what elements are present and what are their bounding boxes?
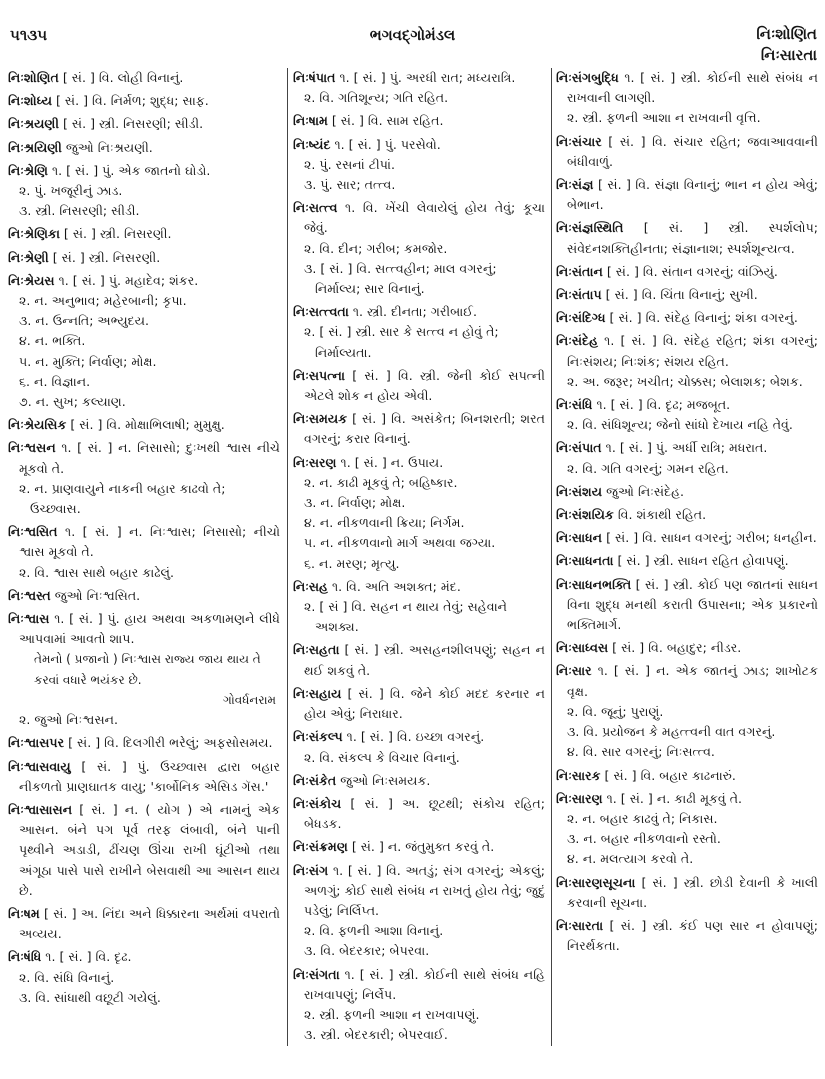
entry-definition-text: જુઓ નિઃશ્રયણી. — [61, 139, 153, 155]
dictionary-entry — [293, 302, 545, 363]
entry-definition — [8, 757, 280, 797]
dictionary-entry — [293, 111, 545, 131]
entry-sense: ૩. ન. બહાર નીકળવાનો રસ્તો. — [567, 831, 721, 847]
entry-definition — [556, 285, 818, 305]
entry-sense: ૫. ન. મુક્તિ; નિર્વાણ; મોક્ષ. — [19, 353, 157, 369]
entry-definition-text: [ સં. ] પું. ઉચ્છ્વાસ દ્વારા બહાર નીકળતો પ્રાણઘાતક વાયુ; 'કાર્બોનિક એસિડ ગૅસ.' — [19, 758, 280, 794]
entry-definition — [293, 135, 545, 155]
entry-definition — [556, 505, 818, 525]
entry-sense: ૨. વિ. દીન; ગરીબ; કમજોર. — [304, 240, 448, 256]
dictionary-entry — [293, 68, 545, 108]
entry-definition-text: [ સં. ] સ્ત્રી. અસહનશીલપણું; સહન ન થઈ શકવું તે. — [304, 642, 545, 678]
dictionary-entry — [293, 837, 545, 857]
entry-definition — [8, 138, 280, 158]
dictionary-entry — [556, 438, 818, 478]
entry-definition-text: [ સં. ] સ્ત્રી. કોઈ પણ જાતનાં સાધન વિના શુદ્ધ મનથી કરાતી ઉપાસના; એક પ્રકારનો ભક્તિમાર્ગ. — [567, 576, 818, 633]
entry-definition-text: ૧. [ સં. ] ન. ઉપાય. — [336, 454, 444, 470]
entry-definition-text: [ સં. ] વિ. ચિંતા વિનાનું; સુખી. — [601, 287, 758, 303]
entry-headword: નિઃશ્વાસવાયુ — [8, 758, 71, 774]
entry-definition — [8, 733, 280, 753]
entry-definition — [556, 395, 818, 415]
dictionary-entry — [8, 114, 280, 134]
entry-definition — [293, 453, 545, 473]
dictionary-entry — [556, 528, 818, 548]
entry-definition-text: ૧. [ સં. ] ન. નિઃશ્વાસ; નિસાસો; નીચો શ્વાસ મૂકવો તે. — [19, 524, 280, 560]
entry-sense: ૪. વિ. સાર વગરનું; નિઃસત્ત્વ. — [567, 744, 715, 760]
entry-headword: નિઃસમયક — [293, 411, 348, 427]
entry-sense: ૩. વિ. બેદરકાર; બેપરવા. — [304, 943, 430, 959]
entry-definition — [8, 114, 280, 134]
dictionary-entry — [556, 766, 818, 786]
entry-sense: ૭. ન. સુખ; કલ્યાણ. — [19, 394, 126, 410]
dictionary-entry — [293, 366, 545, 406]
entry-sense: ૪. ન. નીકળવાની ક્રિયા; નિર્ગમ. — [304, 515, 465, 531]
entry-headword: નિઃષ્યંદ — [293, 136, 331, 152]
entry-sense: ૨. વિ. ગતિ વગરનું; ગમન રહિત. — [567, 460, 729, 476]
entry-sense: ૨. જુઓ નિઃશ્વસન. — [19, 712, 119, 728]
entry-definition-text: [ સં. ] વિ. સંચાર રહિત; જવાઆવવાની બંધીવાળું. — [567, 133, 818, 169]
entry-headword: નિઃષમ — [8, 905, 40, 921]
entry-definition — [556, 916, 818, 956]
entry-headword: નિઃષંધિ — [8, 949, 42, 965]
entry-definition-text: ૧. [ સં. ] પું. અરધી રાત; મધ્યરાત્રિ. — [335, 70, 516, 85]
entry-definition — [8, 91, 280, 111]
dictionary-entry — [556, 916, 818, 956]
entry-sense: ૨. [ સં ] વિ. સહન ન થાય તેવું; સહેવાને અશક્ય. — [304, 599, 508, 635]
entry-definition — [8, 161, 280, 181]
entry-sense: ૨. વિ. સંધિ વિનાનું. — [19, 969, 115, 985]
entry-sense: ૨. ન. અનુભાવ; મહેરબાની; કૃપા. — [19, 293, 187, 309]
guide-words — [756, 24, 817, 66]
entry-definition-text: વિ. શંકાથી રહિત. — [613, 507, 707, 523]
quote-author: ગોવર્ધનરામ — [223, 692, 276, 707]
entry-definition — [556, 482, 818, 502]
dictionary-entry — [293, 577, 545, 638]
entry-definition — [8, 248, 280, 268]
entry-definition-text: [ સં. ] અ. છૂટથી; સંકોચ રહિત; બેધડક. — [304, 795, 545, 832]
entry-sense: ૬. ન. મરણ; મૃત્યુ. — [304, 555, 400, 571]
entry-definition-text: [ સં. ] સ્ત્રી. સાધન રહિત હોવાપણું. — [613, 553, 789, 569]
entry-definition — [8, 271, 280, 291]
entry-definition — [8, 800, 280, 901]
entry-headword: નિઃસારક — [556, 767, 601, 783]
entry-definition — [556, 132, 818, 172]
usage-quote — [8, 649, 280, 710]
entry-definition — [8, 415, 280, 435]
entry-definition-text: [ સં. ] વિ. અસંકેત; બિનશરતી; શરત વગરનું; કરાર વિનાનું. — [304, 411, 545, 447]
entry-sense: ૨. વિ. સંધિશૂન્ય; જેનો સાંધો દેખાય નહિ તેવું. — [567, 417, 793, 433]
entry-headword: નિઃશ્વાસપર — [8, 735, 65, 751]
entry-definition — [8, 609, 280, 649]
entry-definition-text: [ સં. ] સ્ત્રી. નિસરણી. — [48, 249, 161, 265]
entry-definition-text: ૧. [ સં. ] વિ. દૃઢ. — [41, 949, 132, 965]
entry-headword: નિઃસંશયિક — [556, 507, 614, 523]
entry-sense: ૩. પું. સાર; તત્ત્વ. — [304, 177, 396, 193]
dictionary-entry — [556, 661, 818, 762]
entry-definition — [556, 789, 818, 809]
entry-definition — [293, 302, 545, 322]
entry-definition — [293, 861, 545, 922]
entry-headword: નિઃસત્ત્વ — [293, 200, 338, 216]
dictionary-entry — [8, 904, 280, 944]
dictionary-entry — [293, 409, 545, 449]
entry-definition — [293, 68, 545, 88]
entry-sense: ૨. ન. કાઢી મૂકવું તે; બહિષ્કાર. — [304, 474, 458, 490]
entry-headword: નિઃસાધનતા — [556, 553, 614, 569]
entry-definition — [8, 947, 280, 967]
dictionary-entry — [8, 161, 280, 222]
entry-definition-text: ૧. વિ. અતિ અશક્ત; મંદ. — [328, 578, 461, 594]
entry-headword: નિઃસહતા — [293, 642, 340, 658]
dictionary-entry — [8, 91, 280, 111]
dictionary-entry — [556, 132, 818, 172]
entry-headword: નિઃસંકોચ — [293, 795, 342, 811]
dictionary-entry — [8, 522, 280, 583]
dictionary-entry — [556, 218, 818, 258]
entry-definition — [556, 638, 818, 658]
entry-definition-text: [ સં. ] વિ. સંદેહ વિનાનું; શંકા વગરનું. — [605, 310, 798, 326]
dictionary-entry — [556, 638, 818, 658]
dictionary-entry — [556, 873, 818, 913]
entry-sense: ૪. ન. ભક્તિ. — [19, 333, 86, 349]
entry-sense: ૨. ન. પ્રાણવાયુને નાકની બહાર કાઢવો તે; ઉચ્છ્વાસ. — [19, 480, 226, 517]
entry-sense: ૩. સ્ત્રી. બેદરકારી; બેપરવાઈ. — [304, 1027, 448, 1043]
dictionary-entry — [293, 794, 545, 834]
entry-definition-text: ૧. [ સં. ] વિ. સંદેહ રહિત; શંકા વગરનું; નિઃસંશય; નિઃશંક; સંશય રહિત. — [567, 333, 818, 369]
dictionary-entry — [556, 68, 818, 129]
entry-sense: ૩. સ્ત્રી. નિસરણી; સીડી. — [19, 203, 140, 219]
entry-headword: નિઃસંકલ્પ — [293, 729, 343, 745]
entry-definition-text: ૧. [ સં. ] પું. પરસેવો. — [330, 136, 441, 152]
entry-headword: નિઃસંજ્ઞસ્થિતિ — [556, 220, 624, 236]
entry-definition-text: [ સં. ] વિ. મોક્ષાભિલાષી; મુમુક્ષુ. — [66, 417, 225, 433]
entry-definition — [556, 438, 818, 458]
entry-definition-text: ૧. [ સં. ] પું. હાય અથવા અકળામણને લીધે આપવામાં આવતો શાપ. — [19, 611, 280, 647]
column-3 — [556, 68, 818, 959]
entry-headword: નિઃશ્વસ્ત — [8, 587, 51, 603]
entry-headword: નિઃસંપાત — [556, 440, 602, 456]
entry-definition — [556, 766, 818, 786]
entry-headword: નિઃસંદિગ્ધ — [556, 310, 606, 326]
entry-definition — [556, 308, 818, 328]
entry-sense: ૨. વિ. સંકલ્પ કે વિચાર વિનાનું. — [304, 749, 460, 765]
entry-headword: નિઃસંગ — [293, 862, 329, 878]
entry-definition-text: ૧. [ સં. ] સ્ત્રી. કોઈની સાથે સંબંધ ન રાખવાની લાગણી. — [567, 70, 818, 106]
entry-definition-text: [ સં. ] સ્ત્રી. સ્પર્શલોપ; સંવેદનશક્તિહીનતા; સંજ્ઞાનાશ; સ્પર્શશૂન્યત્વ. — [567, 220, 818, 256]
dictionary-entry — [8, 271, 280, 412]
entry-sense: ૩. વિ. પ્રયોજન કે મહત્ત્વની વાત વગરનું. — [567, 724, 776, 740]
entry-sense: ૨. અ. જરૂર; ખચીત; ચોક્કસ; બેલાશક; બેશક. — [567, 373, 803, 389]
entry-definition-text: ૧. [ સં. ] સ્ત્રી. કોઈની સાથે સંબંધ નહિ રાખવાપણું; નિર્લેપ. — [304, 966, 545, 1002]
dictionary-entry — [8, 68, 280, 88]
entry-definition-text: જુઓ નિઃશ્વસિત. — [50, 587, 141, 603]
entry-definition — [556, 218, 818, 258]
entry-definition-text: ૧. [ સં. ] પું. મહાદેવ; શંકર. — [54, 272, 199, 288]
column-divider — [287, 68, 288, 1046]
entry-definition — [293, 577, 545, 597]
entry-headword: નિઃસપત્ના — [293, 367, 345, 383]
entry-definition — [556, 68, 818, 108]
entry-headword: નિઃસંચાર — [556, 133, 602, 149]
column-2 — [293, 68, 545, 1048]
entry-headword: નિઃસારણ — [556, 790, 603, 806]
guide-word-last: નિઃસારતા — [760, 46, 817, 64]
entry-headword: નિઃશ્રેણી — [8, 249, 49, 265]
entry-headword: નિઃસંતાપ — [556, 287, 602, 303]
entry-sense: ૨. પું. ખજૂરીનું ઝાડ. — [19, 183, 123, 199]
entry-definition-text: [ સં. ] વિ. લોહી વિનાનું. — [58, 70, 184, 85]
entry-headword: નિઃસંશય — [556, 483, 603, 499]
entry-headword: નિઃસાધ્વસ — [556, 640, 609, 656]
dictionary-entry — [8, 947, 280, 1008]
entry-definition — [293, 771, 545, 791]
entry-headword: નિઃસાર — [556, 663, 592, 679]
entry-definition — [293, 409, 545, 449]
entry-definition — [293, 366, 545, 406]
dictionary-entry — [293, 965, 545, 1046]
quote-text: તેમનો ( પ્રજાનો ) નિઃશ્વાસ રાજ્ય જાય થાય તે કરવાં વધારે ભયંકર છે. — [34, 652, 261, 687]
entry-headword: નિઃશોણિત — [8, 70, 59, 85]
entry-definition — [556, 262, 818, 282]
entry-definition — [293, 198, 545, 238]
entry-headword: નિઃષામ — [293, 113, 328, 129]
entry-definition — [293, 727, 545, 747]
entry-definition-text: ૧. [ સં. ] પું. અર્ધી રાત્રિ; મધરાત. — [601, 440, 768, 456]
entry-definition — [8, 904, 280, 944]
dictionary-entry — [556, 395, 818, 435]
column-1 — [8, 68, 280, 1011]
entry-definition-text: [ સં. ] વિ. દિલગીરી ભરેલું; અફસોસમય. — [64, 735, 273, 751]
entry-definition — [293, 794, 545, 834]
entry-definition — [293, 684, 545, 724]
dictionary-entry — [8, 609, 280, 730]
entry-headword: નિઃસાધન — [556, 530, 603, 546]
entry-definition — [8, 586, 280, 606]
entry-definition — [556, 575, 818, 636]
dictionary-entry — [556, 505, 818, 525]
dictionary-entry — [8, 733, 280, 753]
entry-definition-text: જુઓ નિઃસંદેહ. — [602, 483, 685, 499]
entry-headword: નિઃસંગતા — [293, 966, 340, 982]
entry-definition — [8, 522, 280, 562]
entry-headword: નિઃસાધનભક્તિ — [556, 576, 632, 592]
entry-definition — [556, 551, 818, 571]
entry-definition-text: ૧. [ સં. ] વિ. ઇચ્છા વગરનું. — [342, 729, 485, 745]
entry-definition-text: [ સં. ] સ્ત્રી. નિસરણી. — [59, 226, 172, 242]
entry-definition-text: જુઓ નિઃસમયક. — [336, 772, 431, 788]
dictionary-entry — [8, 415, 280, 435]
dictionary-entry — [293, 135, 545, 196]
entry-definition — [556, 873, 818, 913]
entry-headword: નિઃસંજ્ઞ — [556, 177, 594, 193]
entry-definition-text: [ સં. ] સ્ત્રી. નિસરણી; સીડી. — [59, 116, 204, 132]
entry-definition-text: ૧. [ સં. ] ન. એક જાતનું ઝાડ; શાખોટક વૃક્ષ. — [567, 663, 818, 699]
entry-definition — [293, 640, 545, 680]
entry-sense: ૪. ન. મલત્યાગ કરવો તે. — [567, 851, 694, 867]
entry-headword: નિઃશ્વસિત — [8, 524, 58, 540]
entry-definition — [556, 661, 818, 701]
page-number: ૫૧૩૫ — [10, 26, 48, 44]
dictionary-entry — [293, 198, 545, 299]
entry-definition — [293, 111, 545, 131]
entry-headword: નિઃષંપાત — [293, 70, 336, 85]
entry-headword: નિઃશ્વાસ — [8, 611, 50, 627]
entry-headword: નિઃશ્વાસાસન — [8, 801, 73, 817]
entry-definition — [8, 438, 280, 478]
entry-headword: નિઃશ્રેયસ — [8, 272, 55, 288]
dictionary-entry — [293, 684, 545, 724]
entry-definition-text: [ સં. ] વિ. સ્ત્રી. જેની કોઈ સપત્ની એટલે શોક ન હોય એવી. — [304, 367, 545, 404]
dictionary-entry — [8, 224, 280, 244]
entry-sense: ૨. વિ. જૂનું; પુરાણું. — [567, 703, 664, 719]
entry-definition-text: [ સં. ] સ્ત્રી. કંઈ પણ સાર ન હોવાપણું; નિરર્થકતા. — [567, 917, 818, 954]
dictionary-entry — [8, 438, 280, 519]
entry-definition-text: [ સં. ] વિ. બહાદુર; નીડર. — [608, 640, 742, 656]
entry-definition — [293, 965, 545, 1005]
entry-headword: નિઃશ્રયિણી — [8, 139, 62, 155]
entry-headword: નિઃશ્વસન — [8, 440, 56, 456]
entry-headword: નિઃસત્ત્વતા — [293, 304, 349, 320]
entry-sense: ૩. [ સં. ] વિ. સત્ત્વહીન; માલ વગરનું; નિર્માલ્ય; સાર વિનાનું. — [304, 260, 497, 297]
entry-sense: ૫. ન. નીકળવાનો માર્ગ અથવા જગ્યા. — [304, 535, 496, 551]
entry-definition-text: [ સં. ] વિ. સામ રહિત. — [327, 113, 444, 129]
entry-definition — [556, 528, 818, 548]
entry-headword: નિઃસારણસૂચના — [556, 874, 636, 890]
entry-definition-text: [ સં. ] વિ. સંજ્ઞા વિનાનું; ભાન ન હોય એવું; બેભાન. — [567, 177, 818, 213]
entry-headword: નિઃસંકેત — [293, 772, 337, 788]
entry-definition — [556, 175, 818, 215]
dictionary-entry — [556, 575, 818, 636]
entry-headword: નિઃસંતાન — [556, 263, 603, 279]
entry-sense: ૨. વિ. ગતિશૂન્ય; ગતિ રહિત. — [304, 90, 449, 106]
entry-headword: નિઃશ્રયણી — [8, 116, 60, 132]
entry-sense: ૨. સ્ત્રી. ફળની આશા ન રાખવાની વૃત્તિ. — [567, 110, 761, 126]
entry-definition-text: [ સં. ] વિ. નિર્મળ; શુદ્ધ; સાફ. — [52, 93, 209, 109]
entry-definition-text: [ સં. ] વિ. સંતાન વગરનું; વાંઝિયું. — [602, 263, 778, 279]
entry-headword: નિઃશોધ્ય — [8, 93, 53, 109]
dictionary-entry — [556, 551, 818, 571]
entry-headword: નિઃસહ — [293, 578, 328, 594]
entry-headword: નિઃસરણ — [293, 454, 337, 470]
entry-definition-text: ૧. વિ. ખેંચી લેવાયેલું હોય તેવું; કૂચા જેવું. — [304, 200, 545, 236]
dictionary-entry — [8, 800, 280, 901]
book-title: ભગવદ્ગોમંડલ — [369, 26, 456, 44]
entry-definition-text: [ સં. ] વિ. જેને કોઈ મદદ કરનાર ન હોય એવું; નિરાધાર. — [304, 685, 545, 722]
entry-sense: ૨. વિ. ફળની આશા વિનાનું. — [304, 923, 444, 939]
dictionary-entry — [293, 453, 545, 574]
dictionary-entry — [293, 640, 545, 680]
dictionary-entry — [556, 175, 818, 215]
entry-definition-text: [ સં. ] ન. જંતુમુક્ત કરવું તે. — [347, 839, 495, 855]
entry-definition-text: ૧. [ સં. ] પું. એક જાતનો ઘોડો. — [47, 162, 211, 178]
entry-sense: ૨. [ સં. ] સ્ત્રી. સાર કે સત્ત્વ ન હોવું તે; નિર્માલ્યતા. — [304, 324, 499, 360]
entry-definition — [293, 837, 545, 857]
entry-sense: ૩. ન. નિર્વાણ; મોક્ષ. — [304, 495, 406, 511]
entry-sense: ૨. પું. રસનાં ટીપાં. — [304, 156, 395, 172]
entry-sense: ૩. ન. ઉન્નતિ; અભ્યુદય. — [19, 313, 150, 329]
dictionary-entry — [556, 482, 818, 502]
entry-definition — [8, 224, 280, 244]
dictionary-entry — [556, 262, 818, 282]
entry-sense: ૬. ન. વિજ્ઞાન. — [19, 373, 91, 389]
entry-definition-text: ૧. [ સં. ] ન. નિસાસો; દુઃખથી શ્વાસ નીચે મૂકવો તે. — [19, 440, 280, 476]
entry-headword: નિઃસારતા — [556, 917, 604, 933]
entry-definition-text: [ સં. ] ન. ( યોગ ) એ નામનું એક આસન. બંને પગ પૂર્વ તરફ લંબાવી, બંને પાની પૃથ્વીને અડાડી, ઢીંચણ ઊંચા રાખી ઘૂંટીઓ તથા અંગૂઠા પાસે પાસે રાખીને બેસવાથી આ આસન થાય છે. — [19, 801, 280, 898]
entry-headword: નિઃસંદેહ — [556, 333, 599, 349]
entry-sense: ૨. ન. બહાર કાઢવું તે; નિકાસ. — [567, 810, 718, 826]
entry-headword: નિઃશ્રેણિ — [8, 162, 48, 178]
entry-definition-text: [ સં. ] વિ. સાધન વગરનું; ગરીબ; ધનહીન. — [602, 530, 817, 546]
entry-headword: નિઃશ્રેયસિક — [8, 417, 67, 433]
entry-headword: નિઃસંધિ — [556, 397, 593, 413]
dictionary-entry — [8, 138, 280, 158]
dictionary-entry — [556, 789, 818, 870]
entry-definition-text: ૧. સ્ત્રી. દીનતા; ગરીબાઈ. — [348, 304, 477, 320]
dictionary-entry — [293, 771, 545, 791]
entry-headword: નિઃસંગબુદ્ધિ — [556, 70, 619, 85]
entry-definition-text: ૧. [ સં. ] વિ. અતડું; સંગ વગરનું; એકલું; અળગું; કોઈ સાથે સંબંધ ન રાખતું હોય તેવું; જુદું પડેલું; નિર્લિપ્ત. — [304, 862, 545, 918]
dictionary-entry — [293, 727, 545, 767]
entry-headword: નિઃશ્રેણિકા — [8, 226, 60, 242]
entry-definition — [556, 331, 818, 371]
dictionary-entry — [556, 308, 818, 328]
dictionary-entry — [8, 586, 280, 606]
entry-definition-text: ૧. [ સં. ] વિ. દૃઢ; મજબૂત. — [592, 397, 731, 413]
entry-definition-text: ૧. [ સં. ] ન. કાઢી મૂકવું તે. — [602, 790, 743, 806]
column-divider — [551, 68, 552, 1046]
entry-definition-text: [ સં. ] અ. નિંદા અને ધિક્કારના અર્થમાં વપરાતો અવ્યય. — [19, 905, 280, 942]
dictionary-entry — [8, 248, 280, 268]
entry-definition — [8, 68, 280, 88]
dictionary-entry — [556, 331, 818, 392]
guide-word-first: નિઃશોણિત — [756, 25, 817, 43]
dictionary-entry — [293, 861, 545, 962]
dictionary-entry — [8, 757, 280, 797]
entry-headword: નિઃસંક્રમણ — [293, 839, 348, 855]
dictionary-entry — [556, 285, 818, 305]
entry-sense: ૨. સ્ત્રી. ફળની આશા ન રાખવાપણું. — [304, 1006, 480, 1022]
entry-definition-text: [ સં. ] સ્ત્રી. છોડી દેવાની કે ખાલી કરવાની સૂચના. — [567, 874, 818, 910]
entry-sense: ૩. વિ. સાંધાથી વછૂટી ગયેલું. — [19, 989, 161, 1005]
entry-headword: નિઃસહાય — [293, 685, 342, 701]
entry-definition-text: [ સં. ] વિ. બહાર કાઢનારું. — [600, 767, 736, 783]
entry-sense: ૨. વિ. શ્વાસ સાથે બહાર કાઢેલું. — [19, 564, 175, 580]
